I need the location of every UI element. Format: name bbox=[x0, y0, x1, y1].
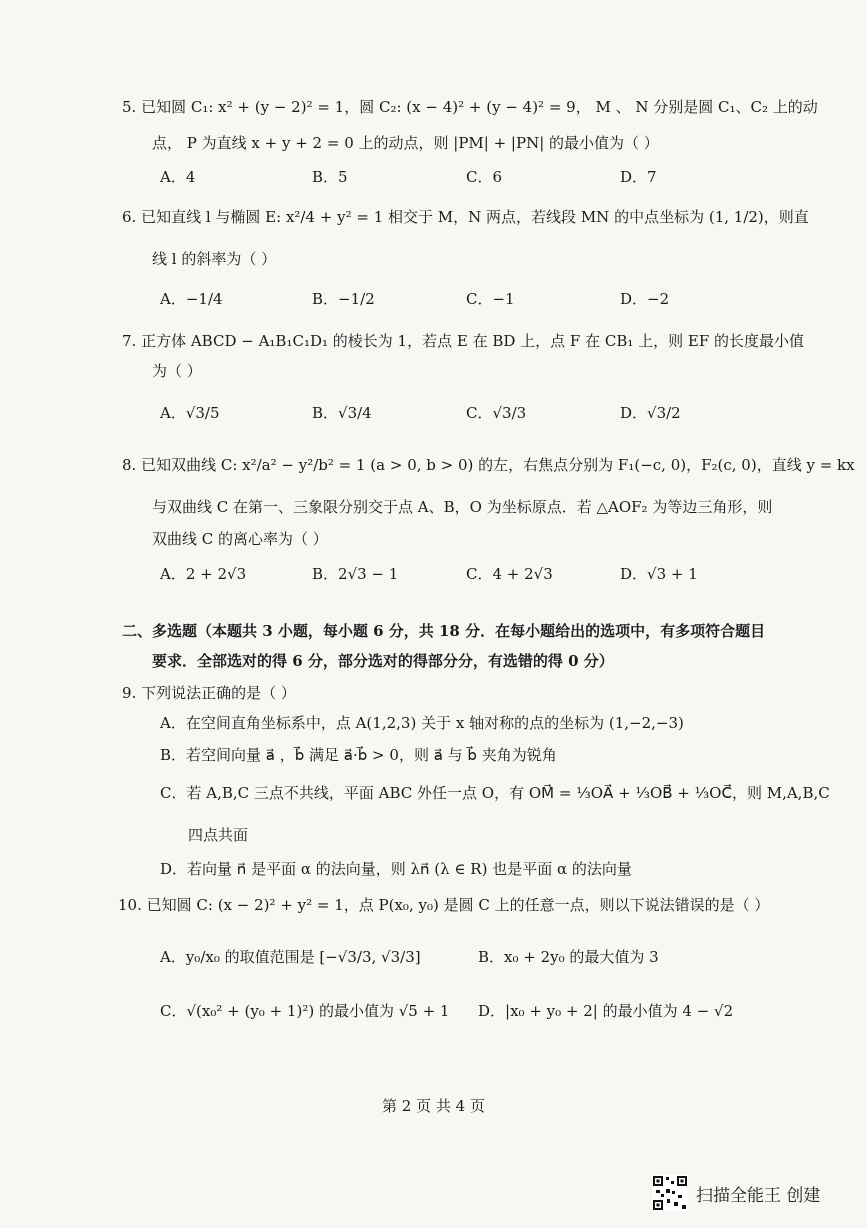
q7-option-c: C．√3/3 bbox=[466, 404, 527, 422]
q9-stem: 9. 下列说法正确的是（ ） bbox=[122, 684, 296, 702]
q10-option-a: A．y₀/x₀ 的取值范围是 [−√3/3, √3/3] bbox=[160, 948, 421, 966]
q5-line1: 5. 已知圆 C₁: x² + (y − 2)² = 1，圆 C₂: (x − 4)² + (y − 4)² = 9， M 、 N 分别是圆 C₁、C₂ 上的动 bbox=[122, 98, 818, 116]
section2-heading-line2: 要求．全部选对的得 6 分，部分选对的得部分分，有选错的得 0 分） bbox=[152, 652, 614, 670]
q8-option-d: D．√3 + 1 bbox=[620, 565, 698, 583]
q5-line2: 点， P 为直线 x + y + 2 = 0 上的动点，则 |PM| + |PN| 的最小值为（ ） bbox=[152, 134, 659, 152]
q9-option-a: A．在空间直角坐标系中，点 A(1,2,3) 关于 x 轴对称的点的坐标为 (1,−2,−3) bbox=[160, 714, 684, 732]
q8-line1: 8. 已知双曲线 C: x²/a² − y²/b² = 1 (a > 0, b > 0) 的左，右焦点分别为 F₁(−c, 0)，F₂(c, 0)，直线 y = kx bbox=[122, 456, 855, 474]
scanner-watermark bbox=[652, 1175, 820, 1211]
watermark-text: 扫描全能王 创建 bbox=[696, 1185, 821, 1206]
q6-option-b: B．−1/2 bbox=[312, 290, 375, 308]
q8-option-c: C．4 + 2√3 bbox=[466, 565, 553, 583]
q5-option-b: B．5 bbox=[312, 168, 348, 186]
q10-option-b: B．x₀ + 2y₀ 的最大值为 3 bbox=[478, 948, 659, 966]
q9-option-b: B．若空间向量 a⃗ ，b⃗ 满足 a⃗·b⃗ > 0，则 a⃗ 与 b⃗ 夹角为锐角 bbox=[160, 746, 557, 764]
q8-option-b: B．2√3 − 1 bbox=[312, 565, 399, 583]
q5-option-a: A．4 bbox=[160, 168, 196, 186]
q5-option-d: D．7 bbox=[620, 168, 657, 186]
q6-line2: 线 l 的斜率为（ ） bbox=[152, 250, 277, 268]
q10-option-c: C．√(x₀² + (y₀ + 1)²) 的最小值为 √5 + 1 bbox=[160, 1002, 450, 1020]
q6-option-c: C．−1 bbox=[466, 290, 515, 308]
q7-line1: 7. 正方体 ABCD − A₁B₁C₁D₁ 的棱长为 1，若点 E 在 BD 上，点 F 在 CB₁ 上，则 EF 的长度最小值 bbox=[122, 332, 805, 350]
q7-option-b: B．√3/4 bbox=[312, 404, 372, 422]
q7-option-d: D．√3/2 bbox=[620, 404, 681, 422]
q6-line1: 6. 已知直线 l 与椭圆 E: x²/4 + y² = 1 相交于 M，N 两点，若线段 MN 的中点坐标为 (1, 1/2)，则直 bbox=[122, 208, 809, 226]
q8-option-a: A．2 + 2√3 bbox=[160, 565, 247, 583]
q10-option-d: D．|x₀ + y₀ + 2| 的最小值为 4 − √2 bbox=[478, 1002, 734, 1020]
q9-option-d: D．若向量 n⃗ 是平面 α 的法向量，则 λn⃗ (λ ∈ R) 也是平面 α 的法向量 bbox=[160, 860, 632, 878]
q9-option-c-line1: C．若 A,B,C 三点不共线，平面 ABC 外任一点 O，有 OM⃗ = ⅓OA⃗ + ⅓OB⃗ + ⅓OC⃗，则 M,A,B,C bbox=[160, 784, 830, 802]
q8-line3: 双曲线 C 的离心率为（ ） bbox=[152, 530, 328, 548]
section2-heading-line1: 二、多选题（本题共 3 小题，每小题 6 分，共 18 分．在每小题给出的选项中，有多项符合题目 bbox=[122, 622, 766, 640]
q6-option-d: D．−2 bbox=[620, 290, 670, 308]
q7-line2: 为（ ） bbox=[152, 362, 202, 380]
q9-option-c-line2: 四点共面 bbox=[188, 826, 249, 844]
q8-line2: 与双曲线 C 在第一、三象限分别交于点 A、B，O 为坐标原点．若 △AOF₂ 为等边三角形，则 bbox=[152, 498, 773, 516]
q7-option-a: A．√3/5 bbox=[160, 404, 220, 422]
q5-option-c: C．6 bbox=[466, 168, 503, 186]
q10-stem: 10. 已知圆 C: (x − 2)² + y² = 1，点 P(x₀, y₀) 是圆 C 上的任意一点，则以下说法错误的是（ ） bbox=[118, 896, 770, 914]
q6-option-a: A．−1/4 bbox=[160, 290, 223, 308]
qr-code-icon bbox=[652, 1175, 688, 1211]
page-footer: 第 2 页 共 4 页 bbox=[382, 1097, 485, 1115]
